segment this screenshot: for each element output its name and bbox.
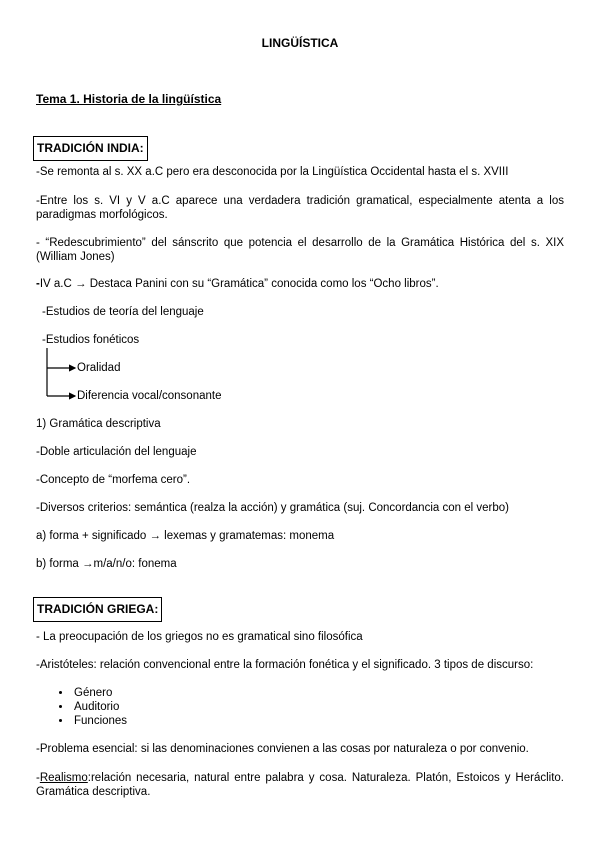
heading-tradicion-griega: TRADICIÓN GRIEGA:	[33, 597, 162, 622]
griega-paragraph-1: - La preocupación de los griegos no es gramatical sino filosófica	[36, 631, 363, 643]
list-item: • Auditorio	[72, 700, 127, 714]
india-paragraph-12: b) forma →m/a/n/o: fonema	[36, 558, 177, 570]
bullet-list	[36, 686, 127, 728]
branch-item-diferencia: Diferencia vocal/consonante	[77, 390, 222, 402]
branch-item-oralidad: Oralidad	[77, 362, 121, 374]
india-paragraph-6: -Estudios fonéticos	[42, 334, 140, 346]
dash: -	[36, 772, 40, 784]
bold-dash: -	[36, 278, 40, 290]
india-paragraph-11: a) forma + significado → lexemas y gramatemas: monema	[36, 530, 335, 542]
griega-paragraph-4-text: :relación necesaria, natural entre palabra y cosa. Naturaleza. Platón, Estoicos y Heráclito. Gramática descriptiva.	[36, 772, 564, 798]
india-paragraph-2: -Entre los s. VI y V a.C aparece una verdadera tradición gramatical, especialmente atenta a los paradigmas morfológicos.	[36, 195, 564, 221]
india-paragraph-9: -Concepto de “morfema cero”.	[36, 474, 191, 486]
griega-paragraph-3: -Problema esencial: si las denominaciones convienen a las cosas por naturaleza o por convenio.	[36, 743, 529, 755]
section-heading-tema: Tema 1. Historia de la lingüística	[36, 92, 222, 106]
list-item: • Funciones	[72, 714, 127, 728]
india-paragraph-5: -Estudios de teoría del lenguaje	[42, 306, 204, 318]
india-paragraph-10: -Diversos criterios: semántica (realza la acción) y gramática (suj. Concordancia con el verbo)	[36, 502, 509, 514]
griega-paragraph-2: -Aristóteles: relación convencional entre la formación fonética y el significado. 3 tipos de discurso:	[36, 659, 534, 671]
list-item: • Género	[72, 686, 127, 700]
realismo-term: Realismo	[39, 772, 88, 784]
page-title: LINGÜÍSTICA	[261, 36, 339, 50]
india-paragraph-4-text: IV a.C → Destaca Panini con su “Gramática” conocida como los “Ocho libros”.	[39, 278, 439, 290]
india-paragraph-1: -Se remonta al s. XX a.C pero era desconocida por la Lingüística Occidental hasta el s. XVIII	[36, 166, 509, 178]
griega-paragraph-4	[36, 771, 564, 799]
india-paragraph-7: 1) Gramática descriptiva	[36, 418, 161, 430]
india-paragraph-8: -Doble articulación del lenguaje	[36, 446, 197, 458]
india-paragraph-3: - “Redescubrimiento” del sánscrito que potencia el desarrollo de la Gramática Histórica del s. XIX (William Jones)	[36, 237, 564, 263]
heading-tradicion-india: TRADICIÓN INDIA:	[33, 136, 148, 161]
